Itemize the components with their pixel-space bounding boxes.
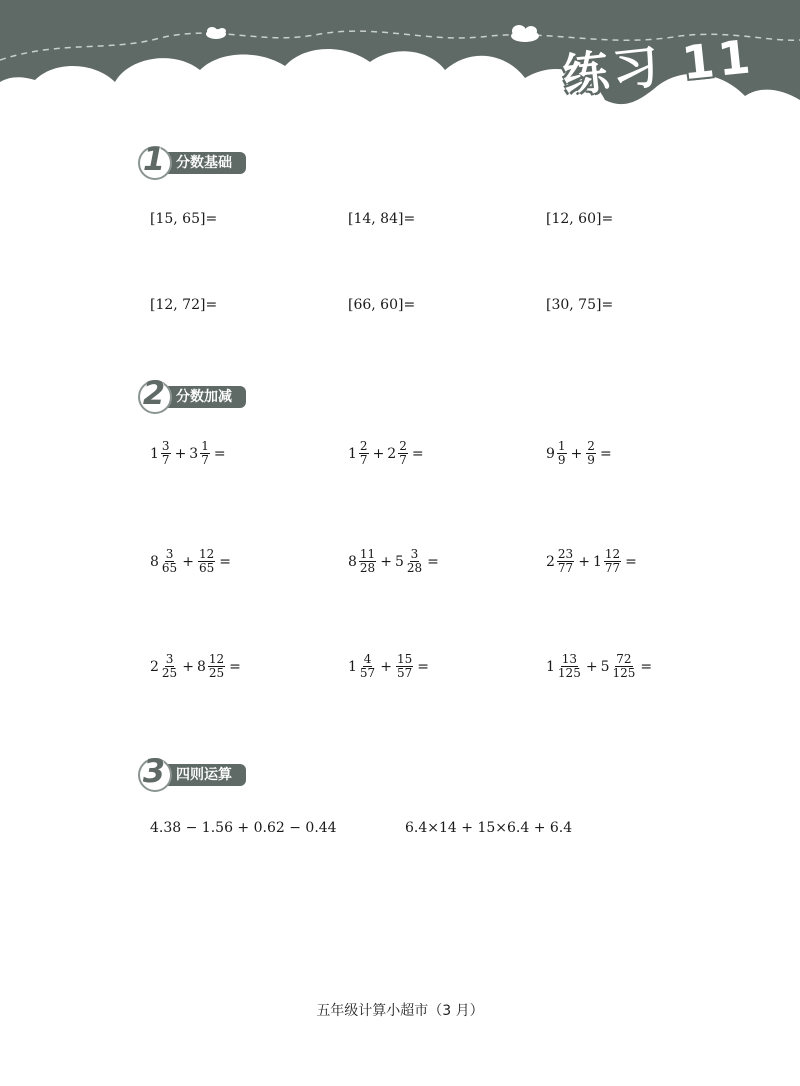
denominator: 28 [359, 561, 376, 575]
whole-number: 2 [546, 553, 555, 570]
denominator: 57 [359, 666, 376, 680]
fraction [359, 548, 376, 575]
plus-sign: + [174, 445, 187, 462]
numerator: 2 [399, 439, 407, 453]
fraction [208, 653, 225, 680]
whole-number: 1 [546, 658, 555, 675]
numerator: 12 [604, 547, 621, 561]
numerator: 3 [165, 547, 174, 561]
fraction [398, 440, 408, 467]
numerator: 13 [561, 652, 578, 666]
section-header-fraction-add-subtract [138, 374, 278, 414]
page-title: 练习 11 [560, 29, 757, 103]
gcd-problem: [15, 65]= [150, 211, 218, 227]
denominator: 77 [557, 561, 574, 575]
whole-number: 9 [546, 445, 555, 462]
fraction [557, 548, 574, 575]
numerator: 12 [208, 652, 225, 666]
fraction [406, 548, 423, 575]
fraction-problem [348, 440, 427, 467]
fraction-problem [150, 653, 244, 680]
denominator: 28 [406, 561, 423, 575]
denominator: 77 [604, 561, 621, 575]
plus-sign: + [380, 658, 392, 675]
whole-number: 1 [348, 445, 357, 462]
fraction [359, 440, 369, 467]
equals-sign: = [427, 553, 439, 570]
fraction-problem [546, 440, 615, 467]
equals-sign: = [213, 445, 226, 462]
fraction [611, 653, 636, 680]
plus-sign: + [380, 553, 392, 570]
numerator: 3 [165, 652, 174, 666]
denominator: 7 [359, 453, 368, 467]
fraction [396, 653, 413, 680]
equals-sign: = [219, 553, 231, 570]
fraction-problem [150, 548, 234, 575]
denominator: 57 [396, 666, 413, 680]
fraction [586, 440, 596, 467]
plus-sign: + [182, 658, 194, 675]
numerator: 12 [198, 547, 215, 561]
fraction [557, 440, 567, 467]
numerator: 3 [161, 439, 170, 453]
cloud-icon [206, 27, 226, 39]
whole-number: 8 [348, 553, 357, 570]
denominator: 9 [557, 453, 566, 467]
fraction [200, 440, 210, 467]
numerator: 4 [363, 652, 372, 666]
arithmetic-problem: 4.38 − 1.56 + 0.62 − 0.44 [150, 820, 337, 836]
fraction [161, 548, 178, 575]
whole-number: 2 [387, 445, 397, 462]
denominator: 7 [201, 453, 209, 467]
section-title: 分数加减 [156, 386, 246, 408]
equals-sign: = [599, 445, 612, 462]
equals-sign: = [640, 658, 653, 675]
plus-sign: + [372, 445, 385, 462]
denominator: 125 [557, 666, 581, 680]
numerator: 23 [557, 547, 574, 561]
denominator: 125 [612, 666, 636, 680]
fraction-problem [546, 653, 655, 680]
numerator: 1 [201, 439, 209, 453]
whole-number: 3 [189, 445, 199, 462]
gcd-problem: [12, 60]= [546, 211, 614, 227]
equals-sign: = [417, 658, 429, 675]
plus-sign: + [585, 658, 598, 675]
fraction [161, 440, 171, 467]
equals-sign: = [625, 553, 637, 570]
whole-number: 8 [196, 658, 206, 675]
equals-sign: = [229, 658, 241, 675]
whole-number: 5 [394, 553, 404, 570]
gcd-problem: [12, 72]= [150, 297, 218, 313]
numerator: 3 [410, 547, 419, 561]
fraction [198, 548, 215, 575]
section-title: 分数基础 [156, 152, 246, 174]
fraction-problem [348, 548, 442, 575]
section-header-mixed-operations [138, 752, 278, 792]
gcd-problem: [30, 75]= [546, 297, 614, 313]
whole-number: 5 [600, 658, 610, 675]
fraction [359, 653, 376, 680]
numerator: 15 [396, 652, 413, 666]
numerator: 1 [557, 439, 566, 453]
numerator: 2 [587, 439, 595, 453]
denominator: 25 [161, 666, 178, 680]
whole-number: 8 [150, 553, 159, 570]
equals-sign: = [411, 445, 424, 462]
numerator: 11 [359, 547, 376, 561]
denominator: 65 [198, 561, 215, 575]
denominator: 65 [161, 561, 178, 575]
fraction-problem [150, 440, 229, 467]
gcd-problem: [66, 60]= [348, 297, 416, 313]
section-number: 3 [142, 752, 166, 790]
denominator: 25 [208, 666, 225, 680]
denominator: 7 [161, 453, 170, 467]
plus-sign: + [578, 553, 590, 570]
section-header-fraction-basics [138, 140, 278, 180]
denominator: 7 [399, 453, 407, 467]
plus-sign: + [182, 553, 194, 570]
section-title: 四则运算 [156, 764, 246, 786]
fraction-problem [348, 653, 432, 680]
arithmetic-problem: 6.4×14 + 15×6.4 + 6.4 [405, 820, 573, 836]
numerator: 2 [359, 439, 368, 453]
whole-number: 1 [348, 658, 357, 675]
gcd-problem: [14, 84]= [348, 211, 416, 227]
fraction [161, 653, 178, 680]
plus-sign: + [570, 445, 583, 462]
section-number: 1 [142, 140, 166, 178]
fraction [604, 548, 621, 575]
page-footer: 五年级计算小超市（3 月） [316, 1003, 484, 1019]
numerator: 72 [616, 652, 632, 666]
whole-number: 1 [150, 445, 159, 462]
whole-number: 2 [150, 658, 159, 675]
fraction [557, 653, 582, 680]
denominator: 9 [587, 453, 595, 467]
fraction-problem [546, 548, 640, 575]
section-number: 2 [142, 374, 166, 412]
whole-number: 1 [592, 553, 602, 570]
